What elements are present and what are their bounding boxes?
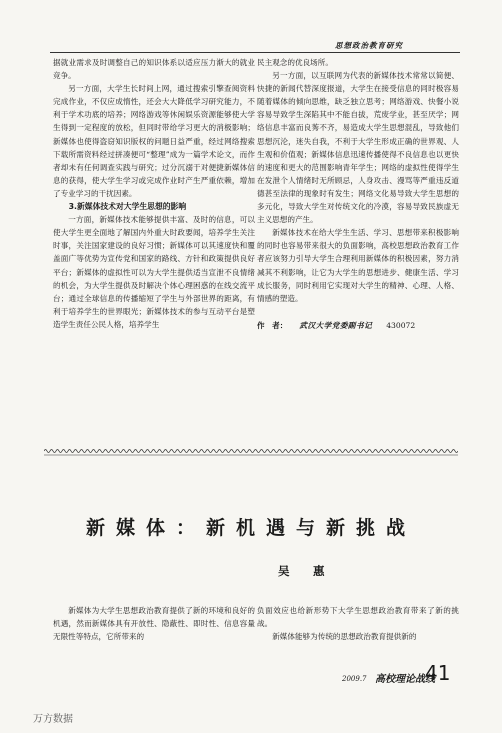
paragraph: 据就业需求及时调整自己的知识体系以适应压力渐大的就业竞争。 xyxy=(53,58,255,81)
section-heading: 3.新媒体技术对大学生思想的影响 xyxy=(68,202,187,212)
header-rule xyxy=(50,52,460,53)
author-line xyxy=(257,319,459,332)
issue-number: 2009.7 xyxy=(342,675,367,683)
paragraph: 新媒体技术在给大学生生活、学习、思想带来积极影响的同时也容易带来很大的负面影响，高校思想政治教育工作者应该努力引导大学生合理利用新媒体的积极因素，努力消减其不利影响，让它为大学生的思想进步、健康生活、学习成长服务，同时利用它实现对大学生的精神、心理、人格、情感的塑造。 xyxy=(257,228,459,303)
paragraph: 新媒体为大学生思想政治教育提供了新的环境和良好的机遇，然而新媒体具有开放性、隐蔽性、即时性、信息容量无限性等特点，它所带来的 xyxy=(53,606,255,641)
previous-article-left-column xyxy=(53,56,255,331)
author-zip: 430072 xyxy=(386,320,416,330)
paragraph: 一方面，新媒体技术能够提供丰富、及时的信息，可以使大学生更全面地了解国内外重大时政要闻，培养学生关注时事，关注国家建设的良好习惯；新媒体可以其速度快和覆盖面广等优势为宣传党和国家的路线、方针和政策提供良好平台；新媒体的虚拟性可以为大学生提供适当宣泄不良情绪的机会，为大学生提供及时解决个体心理困惑的在线交流平台；通过全球信息的传播缩短了学生与外部世界的距离，有利于培养学生的世界眼光；新媒体技术的参与互动平台是塑造学生责任公民人格，培养学生 xyxy=(53,215,255,329)
paragraph: 另一方面，以互联网为代表的新媒体技术常常以简便、快捷的新闻代替深度报道，大学生在接受信息的同时极容易随着媒体的倾向思维，缺乏独立思考；网络游戏、快餐小说容易导致学生深陷其中不能自拔，荒废学业，甚至厌学；网络信息丰富而良莠不齐，易造成大学生思想混乱，导致他们思想沉沦，迷失自我，不利于大学生形成正确的世界观、人生观和价值观；新媒体信息迅速传播使得不良信息也以更快的速度和更大的范围影响青年学生；网络的虚拟性使得学生在发泄个人情绪时无所顾忌，人身攻击、漫骂等严重违反道德甚至法律的现象时有发生；网络文化易导致大学生思想的多元化，导致大学生对传统文化的冷漠，容易导致民族虚无主义思想的产生。 xyxy=(257,71,459,225)
author-label: 作 者： xyxy=(257,320,288,330)
article-author: 吴 惠 xyxy=(278,564,331,578)
running-header: 思想政治教育研究 xyxy=(335,41,403,50)
watermark: 万方数据 xyxy=(33,714,73,725)
author-affiliation: 武汉大学党委副书记 xyxy=(299,320,373,330)
wavy-separator xyxy=(44,448,458,456)
paragraph: 民主观念的优良场所。 xyxy=(257,58,333,67)
paragraph: 新媒体能够为传统的思想政治教育提供新的 xyxy=(272,632,417,641)
page-number: 41 xyxy=(425,661,451,685)
previous-article-right-column xyxy=(257,56,459,332)
article-right-column xyxy=(257,604,459,643)
journal-name: 高校理论战线 xyxy=(375,674,435,685)
paragraph: 另一方面，大学生长时间上网，通过搜索引擎查阅资料完成作业，不仅应成惰性，还会大大降低学习研究能力，不利于学术功底的培养；网络游戏等休闲娱乐资源能够使大学生得到一定程度的放松，但同时带给学习更大的消极影响；新媒体也使得盗窃知识版权的问题日益严重，经过网络搜索下载所需资料经过拼凑便可“整理”成为一篇学术论文，而作者却未有任何调查实践与研究；过分沉溺于对便捷新媒体信息的获得，使大学生学习或完成作业时产生严重依赖，增加了专业学习的干扰因素。 xyxy=(53,84,255,198)
article-title: 新媒体：新机遇与新挑战 xyxy=(85,517,416,539)
paragraph: 负面效应也给新形势下大学生思想政治教育带来了新的挑战。 xyxy=(257,606,459,628)
article-left-column xyxy=(53,604,255,643)
